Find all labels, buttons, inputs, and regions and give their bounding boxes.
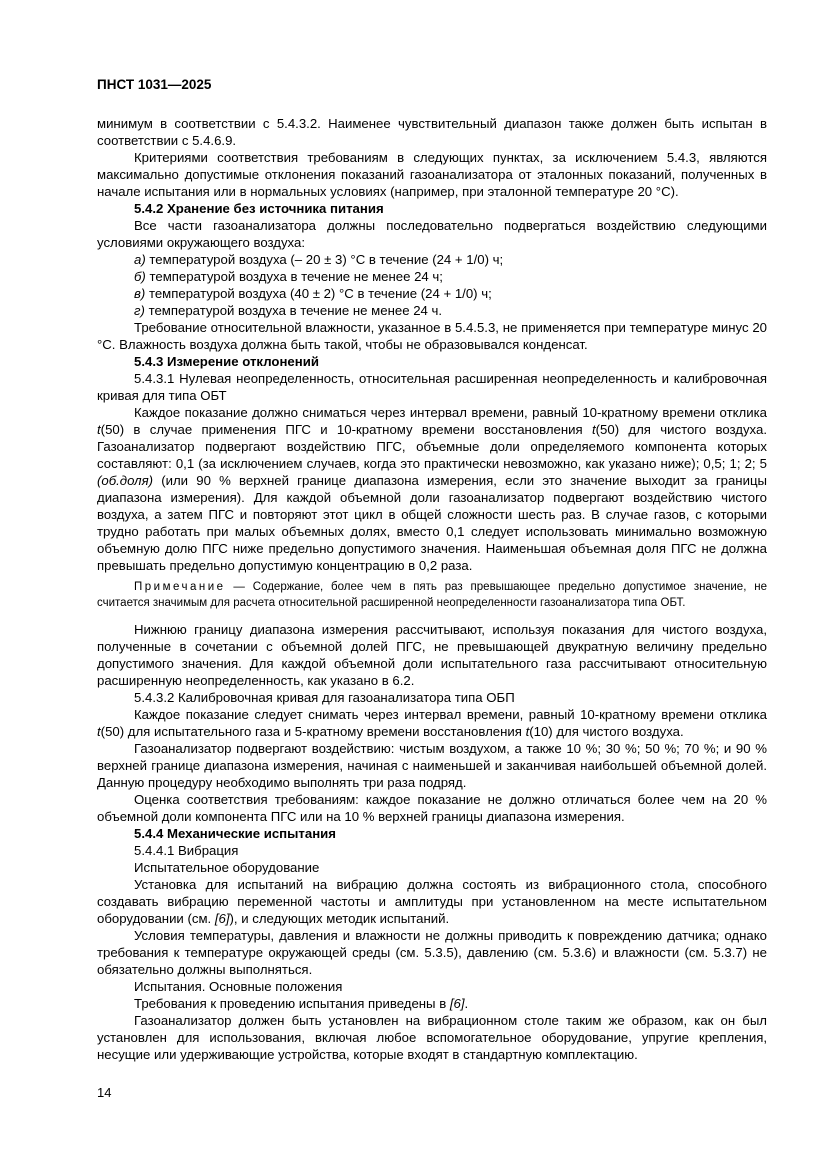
paragraph: Условия температуры, давления и влажности не должны приводить к повреждению датчика; однако требования к температуре окружающей среды (см. 5.3.5), давлению (см. 5.3.6) и влажности (см. 5.3.7) не обязательно должны выполняться.	[97, 928, 767, 977]
page-number: 14	[97, 1085, 112, 1100]
document-header: ПНСТ 1031—2025	[97, 77, 212, 92]
paragraph: Требование относительной влажности, указанное в 5.4.5.3, не применяется при температуре минус 20 °С. Влажность воздуха должна быть такой, чтобы не образовывался конденсат.	[97, 320, 767, 352]
paragraph: Требования к проведению испытания приведены в [6].	[134, 996, 469, 1011]
note: Примечание — Содержание, более чем в пять раз превышающее предельно допустимое значение, не считается значимым для расчета относительной расширенной неопределенности газоанализатора типа ОБТ.	[97, 581, 767, 609]
paragraph: Газоанализатор подвергают воздействию: чистым воздухом, а также 10 %; 30 %; 50 %; 70 %; и 90 % верхней границе диапазона измерения, начиная с наименьшей и заканчивая наибольшей объемной долей. Данную процедуру необходимо выполнять три раза подряд.	[97, 741, 767, 790]
paragraph: 5.4.3.2 Калибровочная кривая для газоанализатора типа ОБП	[134, 690, 515, 705]
list-item: а) температурой воздуха (– 20 ± 3) °С в течение (24 + 1/0) ч;	[134, 252, 504, 267]
paragraph: Испытательное оборудование	[134, 860, 320, 875]
paragraph: Нижнюю границу диапазона измерения рассчитывают, используя показания для чистого воздуха, полученные в сочетании с объемной долей ПГС, не превышающей двукратную величину предельно допустимого значения. Для каждой объемной доли испытательного газа рассчитывают относительную расширенную неопределенность, как указано в 6.2.	[97, 622, 767, 688]
paragraph: минимум в соответствии с 5.4.3.2. Наименее чувствительный диапазон также должен быть испытан в соответствии с 5.4.6.9.	[97, 116, 767, 148]
section-heading: 5.4.2 Хранение без источника питания	[134, 201, 384, 216]
list-item: г) температурой воздуха в течение не менее 24 ч.	[134, 303, 443, 318]
section-heading: 5.4.4 Механические испытания	[134, 826, 336, 841]
paragraph: Все части газоанализатора должны последовательно подвергаться воздействию следующими условиями окружающего воздуха:	[97, 218, 767, 250]
paragraph: 5.4.4.1 Вибрация	[134, 843, 239, 858]
list-item: в) температурой воздуха (40 ± 2) °С в течение (24 + 1/0) ч;	[134, 286, 492, 301]
paragraph: Испытания. Основные положения	[134, 979, 343, 994]
paragraph: 5.4.3.1 Нулевая неопределенность, относительная расширенная неопределенность и калибровочная кривая для типа ОБТ	[97, 371, 767, 403]
paragraph: Газоанализатор должен быть установлен на вибрационном столе таким же образом, как он был установлен для использования, включая любое вспомогательное оборудование, упругие крепления, несущие или удерживающие устройства, которые входят в стандартную комплектацию.	[97, 1013, 767, 1062]
section-heading: 5.4.3 Измерение отклонений	[134, 354, 319, 369]
paragraph: Каждое показание должно сниматься через интервал времени, равный 10-кратному времени отклика t(50) в случае применения ПГС и 10-кратному времени восстановления t(50) для чистого воздуха. Газоанализатор подвергают воздействию ПГС, объемные доли определяемого компонента которых составляют: 0,1 (за исключением случаев, когда это практически невозможно, как указано ниже); 0,5; 1; 2; 5 (об.доля) (или 90 % верхней границе диапазона измерения, если это значение выходит за границы диапазона измерения). Для каждой объемной доли газоанализатор подвергают воздействию чистого воздуха, а затем ПГС и повторяют этот цикл в общей сложности шесть раз. В случае газов, с которыми трудно работать при малых объемных долях, вместо 0,1 следует использовать минимально возможную объемную долю ПГС ниже предельно допустимого значения. Наименьшая объемная доля ПГС не должна превышать предельно допустимую концентрацию в 0,2 раза.	[97, 405, 767, 573]
page-body	[97, 115, 767, 1063]
paragraph: Оценка соответствия требованиям: каждое показание не должно отличаться более чем на 20 % объемной доли компонента ПГС или на 10 % верхней границы диапазона измерения.	[97, 792, 767, 824]
paragraph: Установка для испытаний на вибрацию должна состоять из вибрационного стола, способного создавать вибрацию переменной частоты и амплитуды при установленном на месте испытательном оборудовании (см. [6]), и следующих методик испытаний.	[97, 877, 767, 926]
list-item: б) температурой воздуха в течение не менее 24 ч;	[134, 269, 443, 284]
paragraph: Каждое показание следует снимать через интервал времени, равный 10-кратному времени отклика t(50) для испытательного газа и 5-кратному времени восстановления t(10) для чистого воздуха.	[97, 707, 767, 739]
paragraph: Критериями соответствия требованиям в следующих пунктах, за исключением 5.4.3, являются максимально допустимые отклонения показаний газоанализатора от эталонных показаний, полученных в начале испытания или в нормальных условиях (например, при эталонной температуре 20 °С).	[97, 150, 767, 199]
